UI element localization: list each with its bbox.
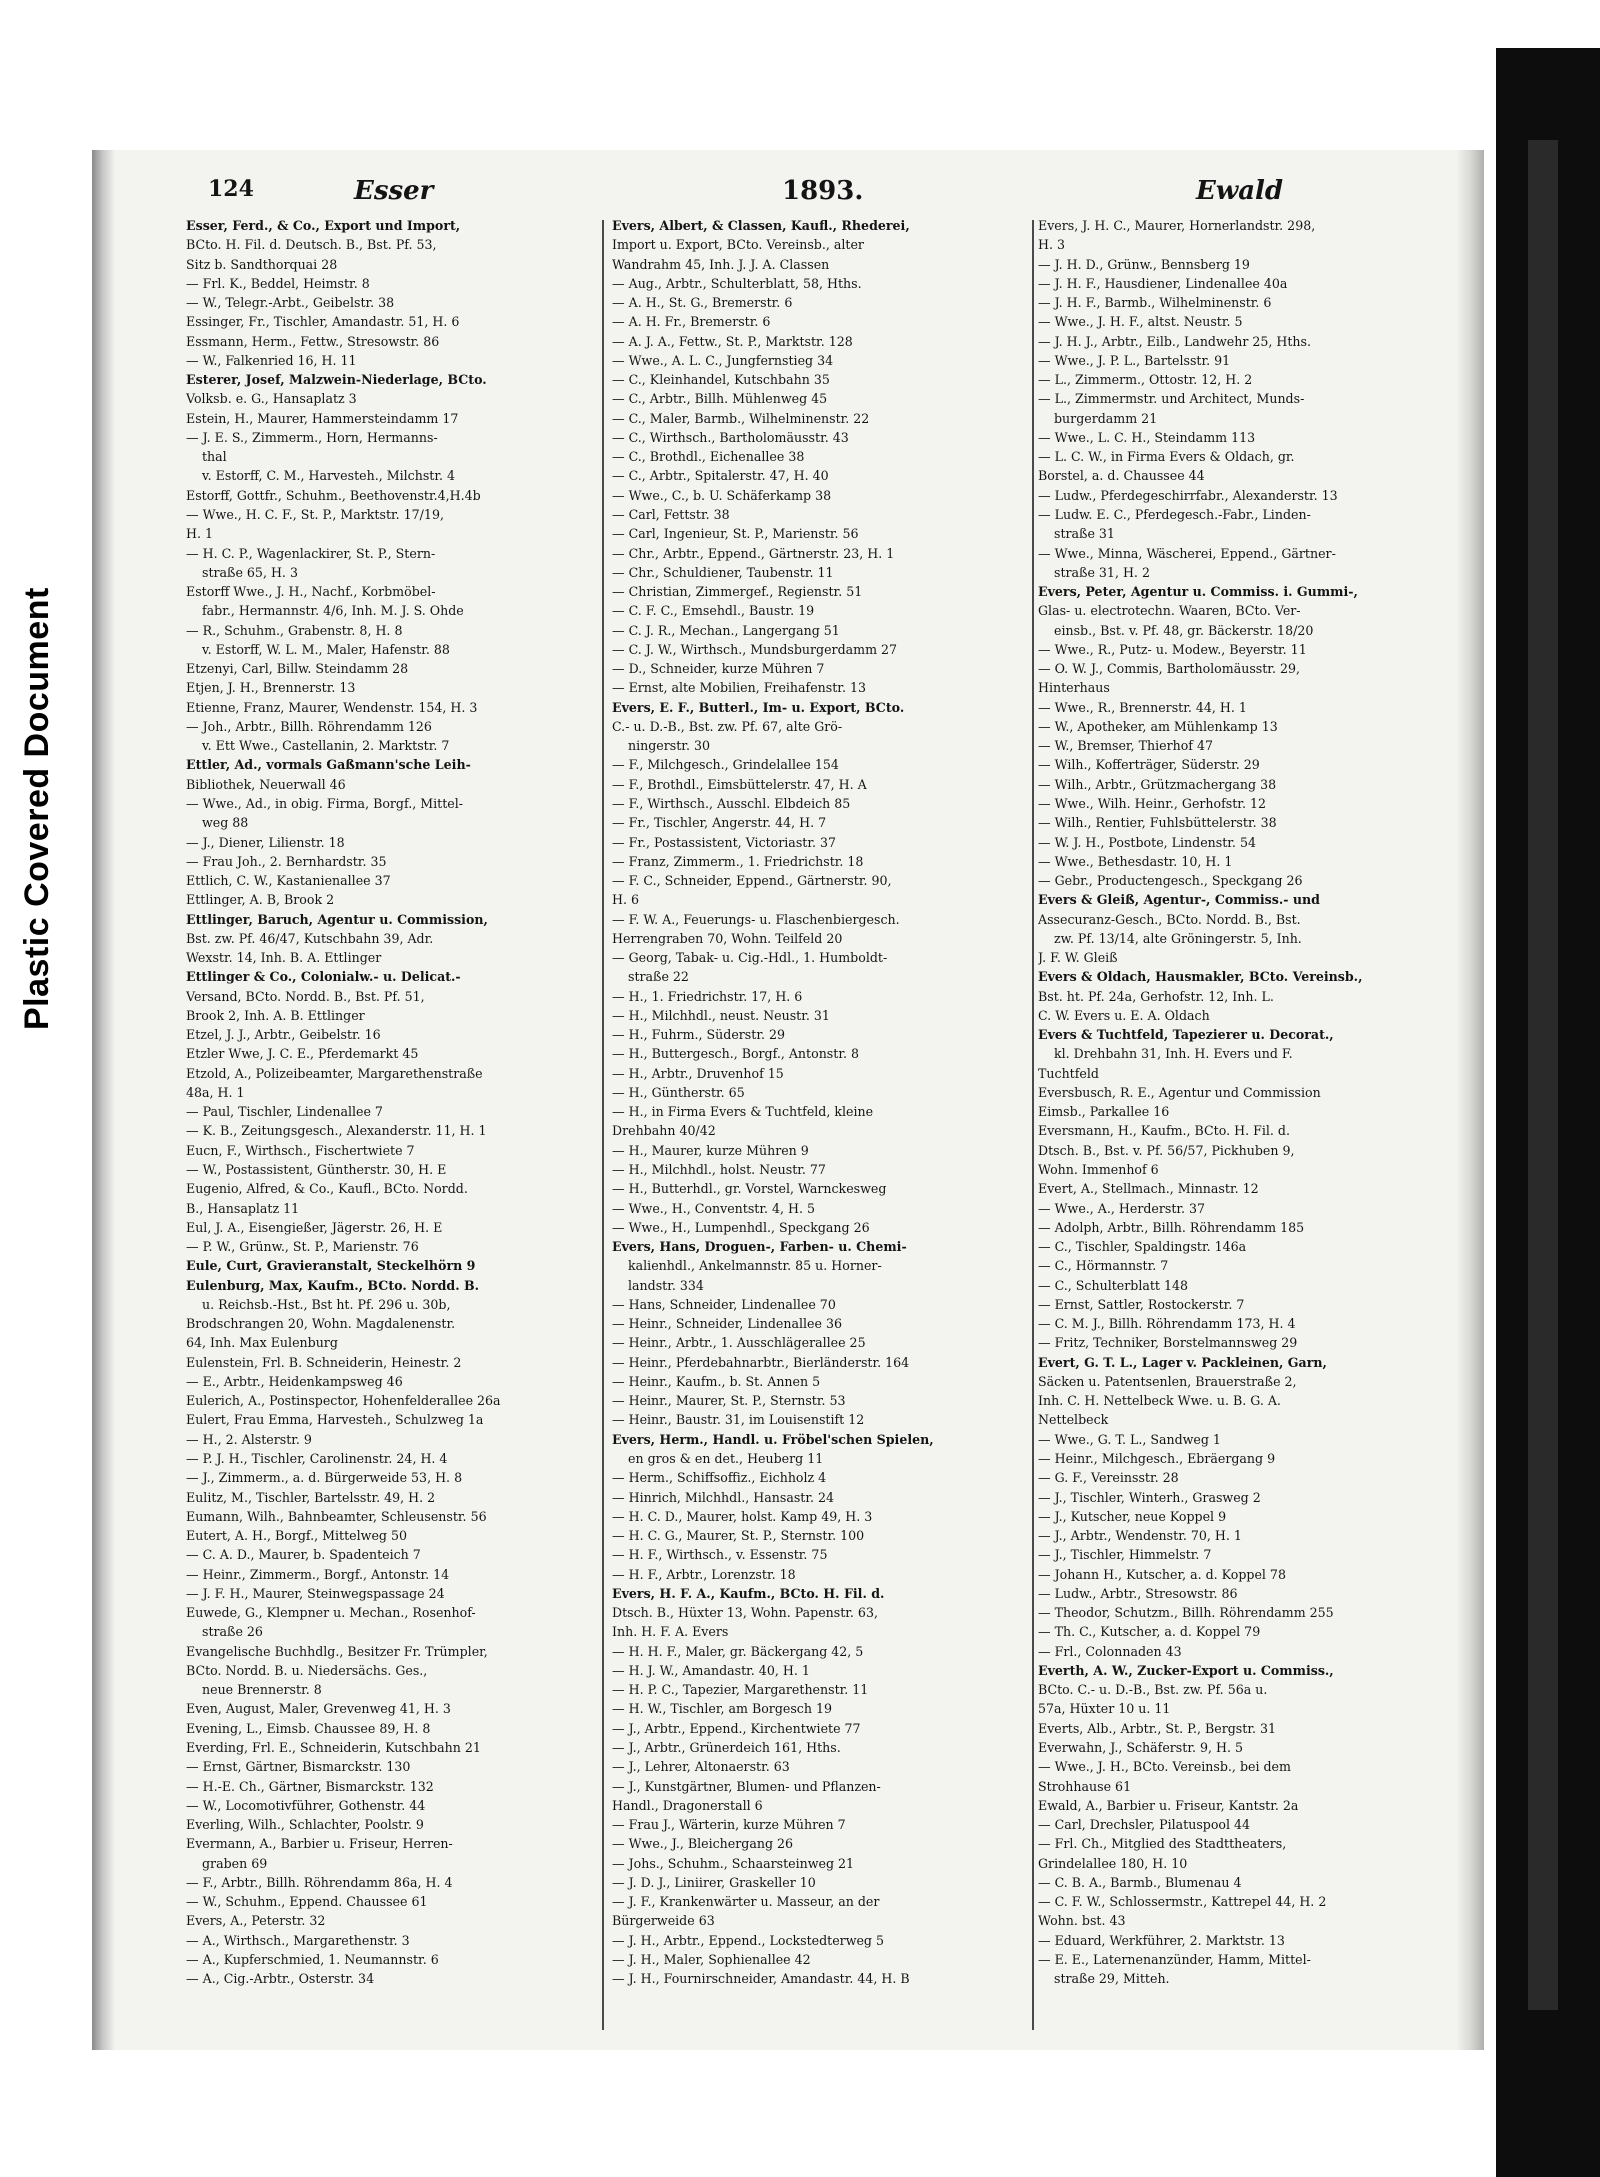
directory-entry: Even, August, Maler, Grevenweg 41, H. 3 bbox=[186, 1701, 451, 1717]
directory-entry: — J. E. S., Zimmerm., Horn, Hermanns- bbox=[186, 429, 438, 445]
directory-entry: Eulenstein, Frl. B. Schneiderin, Heinestr. 2 bbox=[186, 1354, 462, 1370]
directory-entry: — F., Wirthsch., Ausschl. Elbdeich 85 bbox=[612, 795, 851, 811]
directory-entry: ningerstr. 30 bbox=[628, 738, 710, 754]
directory-entry: — H., Milchhdl., holst. Neustr. 77 bbox=[612, 1162, 826, 1178]
directory-entry: — J. H., Arbtr., Eppend., Lockstedterweg 5 bbox=[612, 1932, 885, 1948]
directory-entry: — J., Arbtr., Wendenstr. 70, H. 1 bbox=[1038, 1528, 1242, 1544]
directory-entry: — J. H. F., Barmb., Wilhelminenstr. 6 bbox=[1038, 295, 1272, 311]
directory-entry: — J. H., Maler, Sophienallee 42 bbox=[612, 1951, 811, 1967]
running-head-first: Esser bbox=[354, 176, 434, 206]
directory-entry: Etzold, A., Polizeibeamter, Margarethenstraße bbox=[186, 1065, 483, 1081]
directory-entry: — Heinr., Milchgesch., Ebräergang 9 bbox=[1038, 1451, 1276, 1466]
directory-entry: — H., 1. Friedrichstr. 17, H. 6 bbox=[612, 988, 803, 1004]
directory-entry: Dtsch. B., Hüxter 13, Wohn. Papenstr. 63, bbox=[612, 1605, 878, 1621]
directory-entry: Bst. ht. Pf. 24a, Gerhofstr. 12, Inh. L. bbox=[1038, 988, 1274, 1004]
directory-entry: — H., 2. Alsterstr. 9 bbox=[186, 1431, 312, 1447]
directory-entry: — Christian, Zimmergef., Regienstr. 51 bbox=[612, 584, 863, 600]
directory-entry: — F., Milchgesch., Grindelallee 154 bbox=[612, 757, 839, 773]
directory-entry: Volksb. e. G., Hansaplatz 3 bbox=[186, 391, 357, 407]
directory-entry: H. 1 bbox=[186, 526, 214, 542]
directory-entry: — F. C., Schneider, Eppend., Gärtnerstr. 90, bbox=[612, 873, 892, 889]
directory-entry: — W., Postassistent, Güntherstr. 30, H. E bbox=[186, 1162, 447, 1178]
directory-entry: Eutert, A. H., Borgf., Mittelweg 50 bbox=[186, 1528, 407, 1544]
directory-entry: straße 31, H. 2 bbox=[1054, 564, 1150, 580]
directory-entry: — Wilh., Kofferträger, Süderstr. 29 bbox=[1038, 757, 1260, 773]
directory-entry: thal bbox=[202, 449, 227, 465]
directory-entry: — W., Apotheker, am Mühlenkamp 13 bbox=[1038, 718, 1278, 734]
directory-entry: BCto. Nordd. B. u. Niedersächs. Ges., bbox=[186, 1662, 428, 1678]
directory-entry: Evers, Herm., Handl. u. Fröbel'schen Spielen, bbox=[612, 1431, 934, 1447]
directory-entry: — Heinr., Schneider, Lindenallee 36 bbox=[612, 1316, 842, 1332]
directory-entry: — C., Arbtr., Billh. Mühlenweg 45 bbox=[612, 391, 828, 407]
directory-column-left bbox=[186, 216, 596, 2036]
directory-entry: — H., Milchhdl., neust. Neustr. 31 bbox=[612, 1007, 830, 1023]
directory-entry: — O. W. J., Commis, Bartholomäusstr. 29, bbox=[1038, 661, 1300, 677]
directory-entry: — Herm., Schiffsoffiz., Eichholz 4 bbox=[612, 1470, 827, 1486]
directory-entry: — F., Arbtr., Billh. Röhrendamm 86a, H. 4 bbox=[186, 1874, 453, 1890]
directory-entry: Tuchtfeld bbox=[1038, 1065, 1099, 1081]
directory-entry: — H. H. F., Maler, gr. Bäckergang 42, 5 bbox=[612, 1643, 864, 1659]
directory-entry: — Ludw., Pferdegeschirrfabr., Alexanderstr. 13 bbox=[1038, 487, 1338, 503]
directory-entry: — Wwe., J. H. F., altst. Neustr. 5 bbox=[1038, 314, 1243, 330]
directory-entry: — K. B., Zeitungsgesch., Alexanderstr. 11, H. 1 bbox=[186, 1123, 487, 1139]
directory-entry: Eugenio, Alfred, & Co., Kaufl., BCto. Nordd. bbox=[186, 1181, 468, 1197]
directory-entry: — A., Wirthsch., Margarethenstr. 3 bbox=[186, 1932, 410, 1948]
directory-entry: Euwede, G., Klempner u. Mechan., Rosenhof- bbox=[186, 1605, 476, 1621]
directory-entry: — H. C. D., Maurer, holst. Kamp 49, H. 3 bbox=[612, 1508, 873, 1524]
directory-entry: Ettlinger & Co., Colonialw.- u. Delicat.- bbox=[186, 969, 461, 985]
directory-entry: — Wwe., J. P. L., Bartelsstr. 91 bbox=[1038, 352, 1231, 368]
directory-column-middle bbox=[612, 216, 1030, 2036]
directory-entry: — Ernst, Gärtner, Bismarckstr. 130 bbox=[186, 1759, 411, 1775]
directory-entry: — L., Zimmerm., Ottostr. 12, H. 2 bbox=[1038, 372, 1253, 388]
directory-entry: — C. J. R., Mechan., Langergang 51 bbox=[612, 622, 840, 638]
directory-entry: — Wwe., A. L. C., Jungfernstieg 34 bbox=[612, 352, 834, 368]
directory-entry: — Ludw., Arbtr., Stresowstr. 86 bbox=[1038, 1585, 1238, 1601]
directory-entry: — W., Bremser, Thierhof 47 bbox=[1038, 738, 1213, 754]
directory-entry: Wandrahm 45, Inh. J. J. A. Classen bbox=[612, 256, 830, 272]
directory-entry: — Aug., Arbtr., Schulterblatt, 58, Hths. bbox=[612, 275, 862, 291]
directory-entry: straße 65, H. 3 bbox=[202, 564, 298, 580]
directory-entry: zw. Pf. 13/14, alte Gröningerstr. 5, Inh. bbox=[1054, 930, 1302, 946]
directory-entry: — F., Brothdl., Eimsbüttelerstr. 47, H. A bbox=[612, 776, 867, 792]
directory-entry: B., Hansaplatz 11 bbox=[186, 1200, 300, 1216]
directory-entry: graben 69 bbox=[202, 1855, 268, 1871]
directory-entry: Everwahn, J., Schäferstr. 9, H. 5 bbox=[1038, 1739, 1243, 1755]
directory-entry: — Heinr., Baustr. 31, im Louisenstift 12 bbox=[612, 1412, 865, 1428]
directory-entry: — Heinr., Arbtr., 1. Ausschlägerallee 25 bbox=[612, 1335, 866, 1351]
directory-entry: Eule, Curt, Gravieranstalt, Steckelhörn 9 bbox=[186, 1258, 476, 1274]
directory-entry: Glas- u. electrotechn. Waaren, BCto. Ver- bbox=[1038, 603, 1301, 619]
directory-entry: Estorff, Gottfr., Schuhm., Beethovenstr.4,H.4b bbox=[186, 487, 481, 503]
directory-entry: Sitz b. Sandthorquai 28 bbox=[186, 256, 338, 272]
directory-entry: 64, Inh. Max Eulenburg bbox=[186, 1335, 338, 1351]
directory-entry: Etienne, Franz, Maurer, Wendenstr. 154, H. 3 bbox=[186, 699, 478, 715]
directory-entry: — Joh., Arbtr., Billh. Röhrendamm 126 bbox=[186, 718, 432, 734]
directory-entry: kl. Drehbahn 31, Inh. H. Evers und F. bbox=[1054, 1046, 1293, 1062]
directory-entry: — E., Arbtr., Heidenkampsweg 46 bbox=[186, 1373, 403, 1389]
directory-entry: Grindelallee 180, H. 10 bbox=[1038, 1855, 1188, 1871]
directory-entry: Inh. C. H. Nettelbeck Wwe. u. B. G. A. bbox=[1038, 1393, 1281, 1409]
directory-entry: — Frl. Ch., Mitglied des Stadttheaters, bbox=[1038, 1836, 1287, 1852]
directory-entry: — Wwe., Wilh. Heinr., Gerhofstr. 12 bbox=[1038, 795, 1266, 811]
directory-entry: Wohn. Immenhof 6 bbox=[1038, 1162, 1159, 1178]
directory-entry: Säcken u. Patentsenlen, Brauerstraße 2, bbox=[1038, 1373, 1297, 1389]
directory-entry: — Frl., Colonnaden 43 bbox=[1038, 1643, 1182, 1659]
directory-entry: Evangelische Buchhdlg., Besitzer Fr. Trümpler, bbox=[186, 1643, 488, 1659]
directory-entry: Ewald, A., Barbier u. Friseur, Kantstr. 2a bbox=[1038, 1797, 1299, 1813]
directory-entry: Evers, J. H. C., Maurer, Hornerlandstr. 298, bbox=[1038, 218, 1316, 233]
directory-entry: Eumann, Wilh., Bahnbeamter, Schleusenstr. 56 bbox=[186, 1508, 487, 1524]
directory-entry: — J. F. H., Maurer, Steinwegspassage 24 bbox=[186, 1585, 445, 1601]
directory-entry: — Frl. K., Beddel, Heimstr. 8 bbox=[186, 275, 370, 291]
directory-entry: — Wwe., R., Putz- u. Modew., Beyerstr. 11 bbox=[1038, 641, 1307, 657]
directory-entry: Evers, H. F. A., Kaufm., BCto. H. Fil. d. bbox=[612, 1585, 885, 1601]
directory-entry: Eulitz, M., Tischler, Bartelsstr. 49, H. 2 bbox=[186, 1489, 436, 1505]
directory-entry: — Carl, Ingenieur, St. P., Marienstr. 56 bbox=[612, 526, 859, 542]
directory-entry: — J., Zimmerm., a. d. Bürgerweide 53, H. 8 bbox=[186, 1470, 463, 1486]
directory-entry: — J. H. F., Hausdiener, Lindenallee 40a bbox=[1038, 275, 1288, 291]
directory-entry: Eul, J. A., Eisengießer, Jägerstr. 26, H. E bbox=[186, 1219, 443, 1235]
directory-entry: — C. J. W., Wirthsch., Mundsburgerdamm 27 bbox=[612, 641, 898, 657]
directory-entry: — F. W. A., Feuerungs- u. Flaschenbiergesch. bbox=[612, 911, 900, 927]
directory-entry: BCto. C.- u. D.-B., Bst. zw. Pf. 56a u. bbox=[1038, 1682, 1268, 1698]
directory-entry: — Carl, Fettstr. 38 bbox=[612, 506, 730, 522]
page-binding-shadow bbox=[92, 150, 114, 2050]
directory-entry: — L., Zimmermstr. und Architect, Munds- bbox=[1038, 391, 1305, 407]
directory-entry: — Adolph, Arbtr., Billh. Röhrendamm 185 bbox=[1038, 1219, 1305, 1235]
directory-entry: Brook 2, Inh. A. B. Ettlinger bbox=[186, 1007, 365, 1023]
directory-entry: — C. F. W., Schlossermstr., Kattrepel 44, H. 2 bbox=[1038, 1894, 1327, 1910]
directory-entry: — Franz, Zimmerm., 1. Friedrichstr. 18 bbox=[612, 853, 864, 869]
directory-entry: — H., Güntherstr. 65 bbox=[612, 1084, 745, 1100]
directory-entry: Everts, Alb., Arbtr., St. P., Bergstr. 31 bbox=[1038, 1720, 1276, 1736]
directory-entry: — J., Arbtr., Eppend., Kirchentwiete 77 bbox=[612, 1720, 861, 1736]
directory-entry: — C., Brothdl., Eichenallee 38 bbox=[612, 449, 805, 465]
directory-entry: Handl., Dragonerstall 6 bbox=[612, 1797, 763, 1813]
directory-entry: Ettler, Ad., vormals Gaßmann'sche Leih- bbox=[186, 757, 471, 773]
directory-entry: — Carl, Drechsler, Pilatuspool 44 bbox=[1038, 1817, 1251, 1833]
directory-entry: Everding, Frl. E., Schneiderin, Kutschbahn 21 bbox=[186, 1739, 481, 1755]
directory-entry: — Wilh., Arbtr., Grützmachergang 38 bbox=[1038, 776, 1277, 792]
directory-entry: — J. F., Krankenwärter u. Masseur, an der bbox=[612, 1894, 880, 1910]
directory-entry: kalienhdl., Ankelmannstr. 85 u. Horner- bbox=[628, 1258, 882, 1274]
directory-entry: — Chr., Arbtr., Eppend., Gärtnerstr. 23, H. 1 bbox=[612, 545, 895, 561]
directory-entry: — Heinr., Maurer, St. P., Sternstr. 53 bbox=[612, 1393, 846, 1409]
directory-entry: — L. C. W., in Firma Evers & Oldach, gr. bbox=[1038, 449, 1295, 465]
directory-entry: Evers, Albert, & Classen, Kaufl., Rhederei, bbox=[612, 218, 910, 233]
directory-entry: einsb., Bst. v. Pf. 48, gr. Bäckerstr. 18/20 bbox=[1054, 622, 1314, 638]
directory-entry: — Heinr., Kaufm., b. St. Annen 5 bbox=[612, 1373, 821, 1389]
directory-entry: — C., Maler, Barmb., Wilhelminenstr. 22 bbox=[612, 410, 870, 426]
directory-entry: — Wwe., Minna, Wäscherei, Eppend., Gärtner- bbox=[1038, 545, 1336, 561]
directory-entry: — H., Fuhrm., Süderstr. 29 bbox=[612, 1027, 785, 1043]
directory-entry: H. 6 bbox=[612, 892, 640, 908]
directory-entry: — C. M. J., Billh. Röhrendamm 173, H. 4 bbox=[1038, 1316, 1296, 1332]
directory-entry: Borstel, a. d. Chaussee 44 bbox=[1038, 468, 1205, 484]
directory-entry: Eversmann, H., Kaufm., BCto. H. Fil. d. bbox=[1038, 1123, 1290, 1139]
directory-entry: Esterer, Josef, Malzwein-Niederlage, BCto. bbox=[186, 372, 487, 388]
directory-entry: v. Estorff, C. M., Harvesteh., Milchstr. 4 bbox=[202, 468, 456, 484]
directory-entry: Nettelbeck bbox=[1038, 1412, 1109, 1428]
directory-column-right bbox=[1038, 216, 1456, 2036]
directory-entry: — H., Buttergesch., Borgf., Antonstr. 8 bbox=[612, 1046, 859, 1062]
directory-entry: — A. H. Fr., Bremerstr. 6 bbox=[612, 314, 771, 330]
directory-entry: — J., Tischler, Himmelstr. 7 bbox=[1038, 1547, 1212, 1563]
directory-entry: Etzler Wwe, J. C. E., Pferdemarkt 45 bbox=[186, 1046, 419, 1062]
directory-entry: Estorff Wwe., J. H., Nachf., Korbmöbel- bbox=[186, 584, 436, 600]
directory-entry: — Ernst, alte Mobilien, Freihafenstr. 13 bbox=[612, 680, 866, 696]
directory-entry: Evening, L., Eimsb. Chaussee 89, H. 8 bbox=[186, 1720, 431, 1736]
directory-entry: straße 29, Mitteh. bbox=[1054, 1971, 1170, 1987]
directory-entry: Hinterhaus bbox=[1038, 680, 1110, 696]
directory-entry: — C., Tischler, Spaldingstr. 146a bbox=[1038, 1239, 1247, 1255]
directory-entry: — C., Schulterblatt 148 bbox=[1038, 1277, 1189, 1293]
directory-entry: Essmann, Herm., Fettw., Stresowstr. 86 bbox=[186, 333, 440, 349]
side-label-text: Plastic Covered Document bbox=[18, 587, 56, 1030]
directory-entry: — Wwe., R., Brennerstr. 44, H. 1 bbox=[1038, 699, 1247, 715]
page-spine-shadow bbox=[1456, 150, 1484, 2050]
directory-entry: Eversbusch, R. E., Agentur und Commission bbox=[1038, 1084, 1321, 1100]
directory-entry: — J. H. J., Arbtr., Eilb., Landwehr 25, Hths. bbox=[1038, 333, 1312, 349]
directory-entry: neue Brennerstr. 8 bbox=[202, 1682, 322, 1698]
directory-entry: straße 31 bbox=[1054, 526, 1115, 542]
directory-entry: straße 22 bbox=[628, 969, 689, 985]
directory-entry: Esser, Ferd., & Co., Export und Import, bbox=[186, 218, 461, 233]
directory-entry: — C. B. A., Barmb., Blumenau 4 bbox=[1038, 1874, 1242, 1890]
directory-entry: — W., Telegr.-Arbt., Geibelstr. 38 bbox=[186, 295, 395, 311]
directory-entry: — G. F., Vereinsstr. 28 bbox=[1038, 1470, 1179, 1486]
directory-entry: Evert, A., Stellmach., Minnastr. 12 bbox=[1038, 1181, 1259, 1197]
directory-entry: — W., Schuhm., Eppend. Chaussee 61 bbox=[186, 1894, 428, 1910]
directory-entry: — J., Diener, Lilienstr. 18 bbox=[186, 834, 345, 850]
directory-entry: — H. C. G., Maurer, St. P., Sternstr. 100 bbox=[612, 1528, 865, 1544]
directory-entry: Herrengraben 70, Wohn. Teilfeld 20 bbox=[612, 930, 843, 946]
directory-entry: v. Ett Wwe., Castellanin, 2. Marktstr. 7 bbox=[202, 738, 450, 754]
running-head-year: 1893. bbox=[782, 176, 864, 206]
directory-entry: — H., Maurer, kurze Mühren 9 bbox=[612, 1142, 809, 1158]
column-rule bbox=[1032, 220, 1034, 2030]
directory-entry: — J. H. D., Grünw., Bennsberg 19 bbox=[1038, 256, 1250, 272]
directory-entry: — H. J. W., Amandastr. 40, H. 1 bbox=[612, 1662, 810, 1678]
directory-entry: Evert, G. T. L., Lager v. Packleinen, Garn, bbox=[1038, 1354, 1327, 1370]
directory-entry: Eimsb., Parkallee 16 bbox=[1038, 1104, 1170, 1120]
directory-entry: — A. H., St. G., Bremerstr. 6 bbox=[612, 295, 793, 311]
directory-entry: — H. P. C., Tapezier, Margarethenstr. 11 bbox=[612, 1682, 869, 1698]
directory-entry: 57a, Hüxter 10 u. 11 bbox=[1038, 1701, 1171, 1717]
directory-entry: — P. W., Grünw., St. P., Marienstr. 76 bbox=[186, 1239, 419, 1255]
directory-entry: — Wwe., Ad., in obig. Firma, Borgf., Mittel- bbox=[186, 795, 463, 811]
directory-entry: — Wwe., G. T. L., Sandweg 1 bbox=[1038, 1431, 1221, 1447]
directory-entry: Evers & Tuchtfeld, Tapezierer u. Decorat., bbox=[1038, 1027, 1334, 1043]
directory-entry: — H., Butterhdl., gr. Vorstel, Warnckesweg bbox=[612, 1181, 887, 1197]
directory-entry: weg 88 bbox=[202, 815, 249, 831]
directory-entry: — C., Kleinhandel, Kutschbahn 35 bbox=[612, 372, 830, 388]
directory-entry: — Frau J., Wärterin, kurze Mühren 7 bbox=[612, 1817, 846, 1833]
directory-entry: — C., Wirthsch., Bartholomäusstr. 43 bbox=[612, 429, 849, 445]
directory-entry: Evers, Hans, Droguen-, Farben- u. Chemi- bbox=[612, 1239, 907, 1255]
directory-entry: — J. H., Fournirschneider, Amandastr. 44, H. B bbox=[612, 1971, 910, 1987]
directory-entry: — Fr., Postassistent, Victoriastr. 37 bbox=[612, 834, 837, 850]
directory-entry: Wohn. bst. 43 bbox=[1038, 1913, 1126, 1929]
directory-entry: Brodschrangen 20, Wohn. Magdalenenstr. bbox=[186, 1316, 456, 1332]
directory-entry: — A. J. A., Fettw., St. P., Marktstr. 128 bbox=[612, 333, 853, 349]
directory-entry: — H. W., Tischler, am Borgesch 19 bbox=[612, 1701, 832, 1717]
directory-entry: — Heinr., Pferdebahnarbtr., Bierländerstr. 164 bbox=[612, 1354, 910, 1370]
directory-entry: burgerdamm 21 bbox=[1054, 410, 1158, 426]
directory-entry: Ettlinger, Baruch, Agentur u. Commission, bbox=[186, 911, 488, 927]
directory-entry: Assecuranz-Gesch., BCto. Nordd. B., Bst. bbox=[1038, 911, 1301, 927]
directory-entry: Evers, E. F., Butterl., Im- u. Export, BCto. bbox=[612, 699, 905, 715]
directory-entry: — Wwe., H. C. F., St. P., Marktstr. 17/19, bbox=[186, 506, 444, 522]
directory-entry: — C., Arbtr., Spitalerstr. 47, H. 40 bbox=[612, 468, 829, 484]
directory-entry: — Wwe., C., b. U. Schäferkamp 38 bbox=[612, 487, 832, 503]
directory-entry: Essinger, Fr., Tischler, Amandastr. 51, H. 6 bbox=[186, 314, 460, 330]
directory-entry: — E. E., Laternenanzünder, Hamm, Mittel- bbox=[1038, 1951, 1311, 1967]
directory-entry: Bürgerweide 63 bbox=[612, 1913, 715, 1929]
column-rule bbox=[602, 220, 604, 2030]
directory-entry: Eulenburg, Max, Kaufm., BCto. Nordd. B. bbox=[186, 1277, 480, 1293]
directory-entry: — J., Arbtr., Grünerdeich 161, Hths. bbox=[612, 1739, 841, 1755]
directory-entry: — Georg, Tabak- u. Cig.-Hdl., 1. Humboldt- bbox=[612, 950, 888, 966]
directory-entry: — J. D. J., Liniirer, Graskeller 10 bbox=[612, 1874, 816, 1890]
directory-entry: — Wwe., J., Bleichergang 26 bbox=[612, 1836, 794, 1852]
directory-entry: Evers, A., Peterstr. 32 bbox=[186, 1913, 326, 1929]
directory-entry: — W., Falkenried 16, H. 11 bbox=[186, 352, 357, 368]
directory-entry: — Wwe., J. H., BCto. Vereinsb., bei dem bbox=[1038, 1759, 1291, 1775]
directory-entry: — Chr., Schuldiener, Taubenstr. 11 bbox=[612, 564, 834, 580]
directory-entry: Evers & Gleiß, Agentur-, Commiss.- und bbox=[1038, 892, 1320, 908]
directory-entry: Eulert, Frau Emma, Harvesteh., Schulzweg 1a bbox=[186, 1412, 484, 1428]
directory-entry: Etzenyi, Carl, Billw. Steindamm 28 bbox=[186, 661, 409, 677]
directory-entry: Bst. zw. Pf. 46/47, Kutschbahn 39, Adr. bbox=[186, 930, 434, 946]
directory-entry: v. Estorff, W. L. M., Maler, Hafenstr. 88 bbox=[202, 641, 450, 657]
directory-entry: Import u. Export, BCto. Vereinsb., alter bbox=[612, 237, 864, 253]
directory-entry: Strohhause 61 bbox=[1038, 1778, 1132, 1794]
directory-entry: Wexstr. 14, Inh. B. A. Ettlinger bbox=[186, 950, 382, 966]
directory-entry: — Frau Joh., 2. Bernhardstr. 35 bbox=[186, 853, 387, 869]
directory-entry: — Wwe., H., Lumpenhdl., Speckgang 26 bbox=[612, 1219, 870, 1235]
directory-entry: — Wilh., Rentier, Fuhlsbüttelerstr. 38 bbox=[1038, 815, 1277, 831]
directory-entry: — Eduard, Werkführer, 2. Marktstr. 13 bbox=[1038, 1932, 1285, 1948]
directory-entry: — C., Hörmannstr. 7 bbox=[1038, 1258, 1169, 1274]
directory-entry: — A., Cig.-Arbtr., Osterstr. 34 bbox=[186, 1971, 375, 1987]
directory-entry: — Ernst, Sattler, Rostockerstr. 7 bbox=[1038, 1296, 1245, 1312]
directory-entry: — Wwe., Bethesdastr. 10, H. 1 bbox=[1038, 853, 1233, 869]
directory-entry: — C. F. C., Emsehdl., Baustr. 19 bbox=[612, 603, 815, 619]
directory-entry: — Wwe., L. C. H., Steindamm 113 bbox=[1038, 429, 1256, 445]
directory-entry: — R., Schuhm., Grabenstr. 8, H. 8 bbox=[186, 622, 403, 638]
directory-entry: — J., Kunstgärtner, Blumen- und Pflanzen- bbox=[612, 1778, 881, 1794]
next-page-edge bbox=[1528, 140, 1558, 2010]
directory-entry: — Wwe., A., Herderstr. 37 bbox=[1038, 1200, 1206, 1216]
directory-entry: u. Reichsb.-Hst., Bst ht. Pf. 296 u. 30b, bbox=[202, 1296, 451, 1312]
directory-entry: — H.-E. Ch., Gärtner, Bismarckstr. 132 bbox=[186, 1778, 434, 1794]
directory-entry: — J., Kutscher, neue Koppel 9 bbox=[1038, 1508, 1227, 1524]
directory-entry: — Hinrich, Milchhdl., Hansastr. 24 bbox=[612, 1489, 835, 1505]
directory-entry: fabr., Hermannstr. 4/6, Inh. M. J. S. Ohde bbox=[202, 603, 464, 619]
directory-entry: Bibliothek, Neuerwall 46 bbox=[186, 776, 346, 792]
directory-entry: — C. A. D., Maurer, b. Spadenteich 7 bbox=[186, 1547, 421, 1563]
directory-entry: — Fr., Tischler, Angerstr. 44, H. 7 bbox=[612, 815, 827, 831]
directory-entry: — A., Kupferschmied, 1. Neumannstr. 6 bbox=[186, 1951, 439, 1967]
directory-entry: Evers & Oldach, Hausmakler, BCto. Vereinsb., bbox=[1038, 969, 1363, 985]
directory-entry: Etzel, J. J., Arbtr., Geibelstr. 16 bbox=[186, 1027, 381, 1043]
directory-entry: — J., Lehrer, Altonaerstr. 63 bbox=[612, 1759, 790, 1775]
directory-entry: — W. J. H., Postbote, Lindenstr. 54 bbox=[1038, 834, 1256, 850]
directory-entry: — H. C. P., Wagenlackirer, St. P., Stern- bbox=[186, 545, 436, 561]
directory-entry: — Th. C., Kutscher, a. d. Koppel 79 bbox=[1038, 1624, 1261, 1640]
directory-entry: — Heinr., Zimmerm., Borgf., Antonstr. 14 bbox=[186, 1566, 450, 1582]
directory-entry: 48a, H. 1 bbox=[186, 1084, 245, 1100]
directory-entry: J. F. W. Gleiß bbox=[1038, 950, 1118, 966]
directory-entry: Etjen, J. H., Brennerstr. 13 bbox=[186, 680, 356, 696]
directory-entry: BCto. H. Fil. d. Deutsch. B., Bst. Pf. 53, bbox=[186, 237, 437, 253]
directory-entry: straße 26 bbox=[202, 1624, 263, 1640]
directory-entry: C.- u. D.-B., Bst. zw. Pf. 67, alte Grö- bbox=[612, 718, 843, 734]
directory-entry: Ettlich, C. W., Kastanienallee 37 bbox=[186, 873, 391, 889]
directory-entry: Estein, H., Maurer, Hammersteindamm 17 bbox=[186, 410, 459, 426]
directory-entry: — Fritz, Techniker, Borstelmannsweg 29 bbox=[1038, 1335, 1298, 1351]
directory-entry: Eucn, F., Wirthsch., Fischertwiete 7 bbox=[186, 1142, 415, 1158]
directory-entry: en gros & en det., Heuberg 11 bbox=[628, 1451, 824, 1466]
directory-entry: Evermann, A., Barbier u. Friseur, Herren- bbox=[186, 1836, 453, 1852]
directory-entry: Inh. H. F. A. Evers bbox=[612, 1624, 729, 1640]
directory-entry: Everth, A. W., Zucker-Export u. Commiss., bbox=[1038, 1662, 1334, 1678]
directory-entry: — Wwe., H., Conventstr. 4, H. 5 bbox=[612, 1200, 816, 1216]
directory-entry: H. 3 bbox=[1038, 237, 1066, 253]
directory-entry: — H. F., Arbtr., Lorenzstr. 18 bbox=[612, 1566, 796, 1582]
directory-entry: — W., Locomotivführer, Gothenstr. 44 bbox=[186, 1797, 426, 1813]
directory-entry: — Theodor, Schutzm., Billh. Röhrendamm 255 bbox=[1038, 1605, 1334, 1621]
directory-entry: — Paul, Tischler, Lindenallee 7 bbox=[186, 1104, 383, 1120]
directory-entry: — Gebr., Productengesch., Speckgang 26 bbox=[1038, 873, 1303, 889]
directory-entry: Evers, Peter, Agentur u. Commiss. i. Gummi-, bbox=[1038, 584, 1358, 600]
directory-entry: — H., Arbtr., Druvenhof 15 bbox=[612, 1065, 784, 1081]
directory-entry: Ettlinger, A. B, Brook 2 bbox=[186, 892, 335, 908]
page-number: 124 bbox=[208, 176, 254, 202]
directory-entry: — H. F., Wirthsch., v. Essenstr. 75 bbox=[612, 1547, 828, 1563]
directory-entry: — Johann H., Kutscher, a. d. Koppel 78 bbox=[1038, 1566, 1286, 1582]
directory-entry: Everling, Wilh., Schlachter, Poolstr. 9 bbox=[186, 1817, 424, 1833]
directory-entry: Drehbahn 40/42 bbox=[612, 1123, 716, 1139]
directory-entry: — Johs., Schuhm., Schaarsteinweg 21 bbox=[612, 1855, 855, 1871]
directory-entry: — Ludw. E. C., Pferdegesch.-Fabr., Linden- bbox=[1038, 506, 1311, 522]
directory-entry: Eulerich, A., Postinspector, Hohenfelderallee 26a bbox=[186, 1393, 501, 1409]
directory-entry: Versand, BCto. Nordd. B., Bst. Pf. 51, bbox=[186, 988, 425, 1004]
directory-entry: — H., in Firma Evers & Tuchtfeld, kleine bbox=[612, 1104, 874, 1120]
directory-entry: — J., Tischler, Winterh., Grasweg 2 bbox=[1038, 1489, 1261, 1505]
directory-entry: landstr. 334 bbox=[628, 1277, 704, 1293]
directory-entry: — Hans, Schneider, Lindenallee 70 bbox=[612, 1296, 836, 1312]
running-head-last: Ewald bbox=[1196, 176, 1284, 206]
directory-entry: — D., Schneider, kurze Mühren 7 bbox=[612, 661, 825, 677]
directory-entry: — P. J. H., Tischler, Carolinenstr. 24, H. 4 bbox=[186, 1451, 448, 1466]
directory-entry: C. W. Evers u. E. A. Oldach bbox=[1038, 1007, 1210, 1023]
directory-entry: Dtsch. B., Bst. v. Pf. 56/57, Pickhuben 9, bbox=[1038, 1142, 1295, 1158]
